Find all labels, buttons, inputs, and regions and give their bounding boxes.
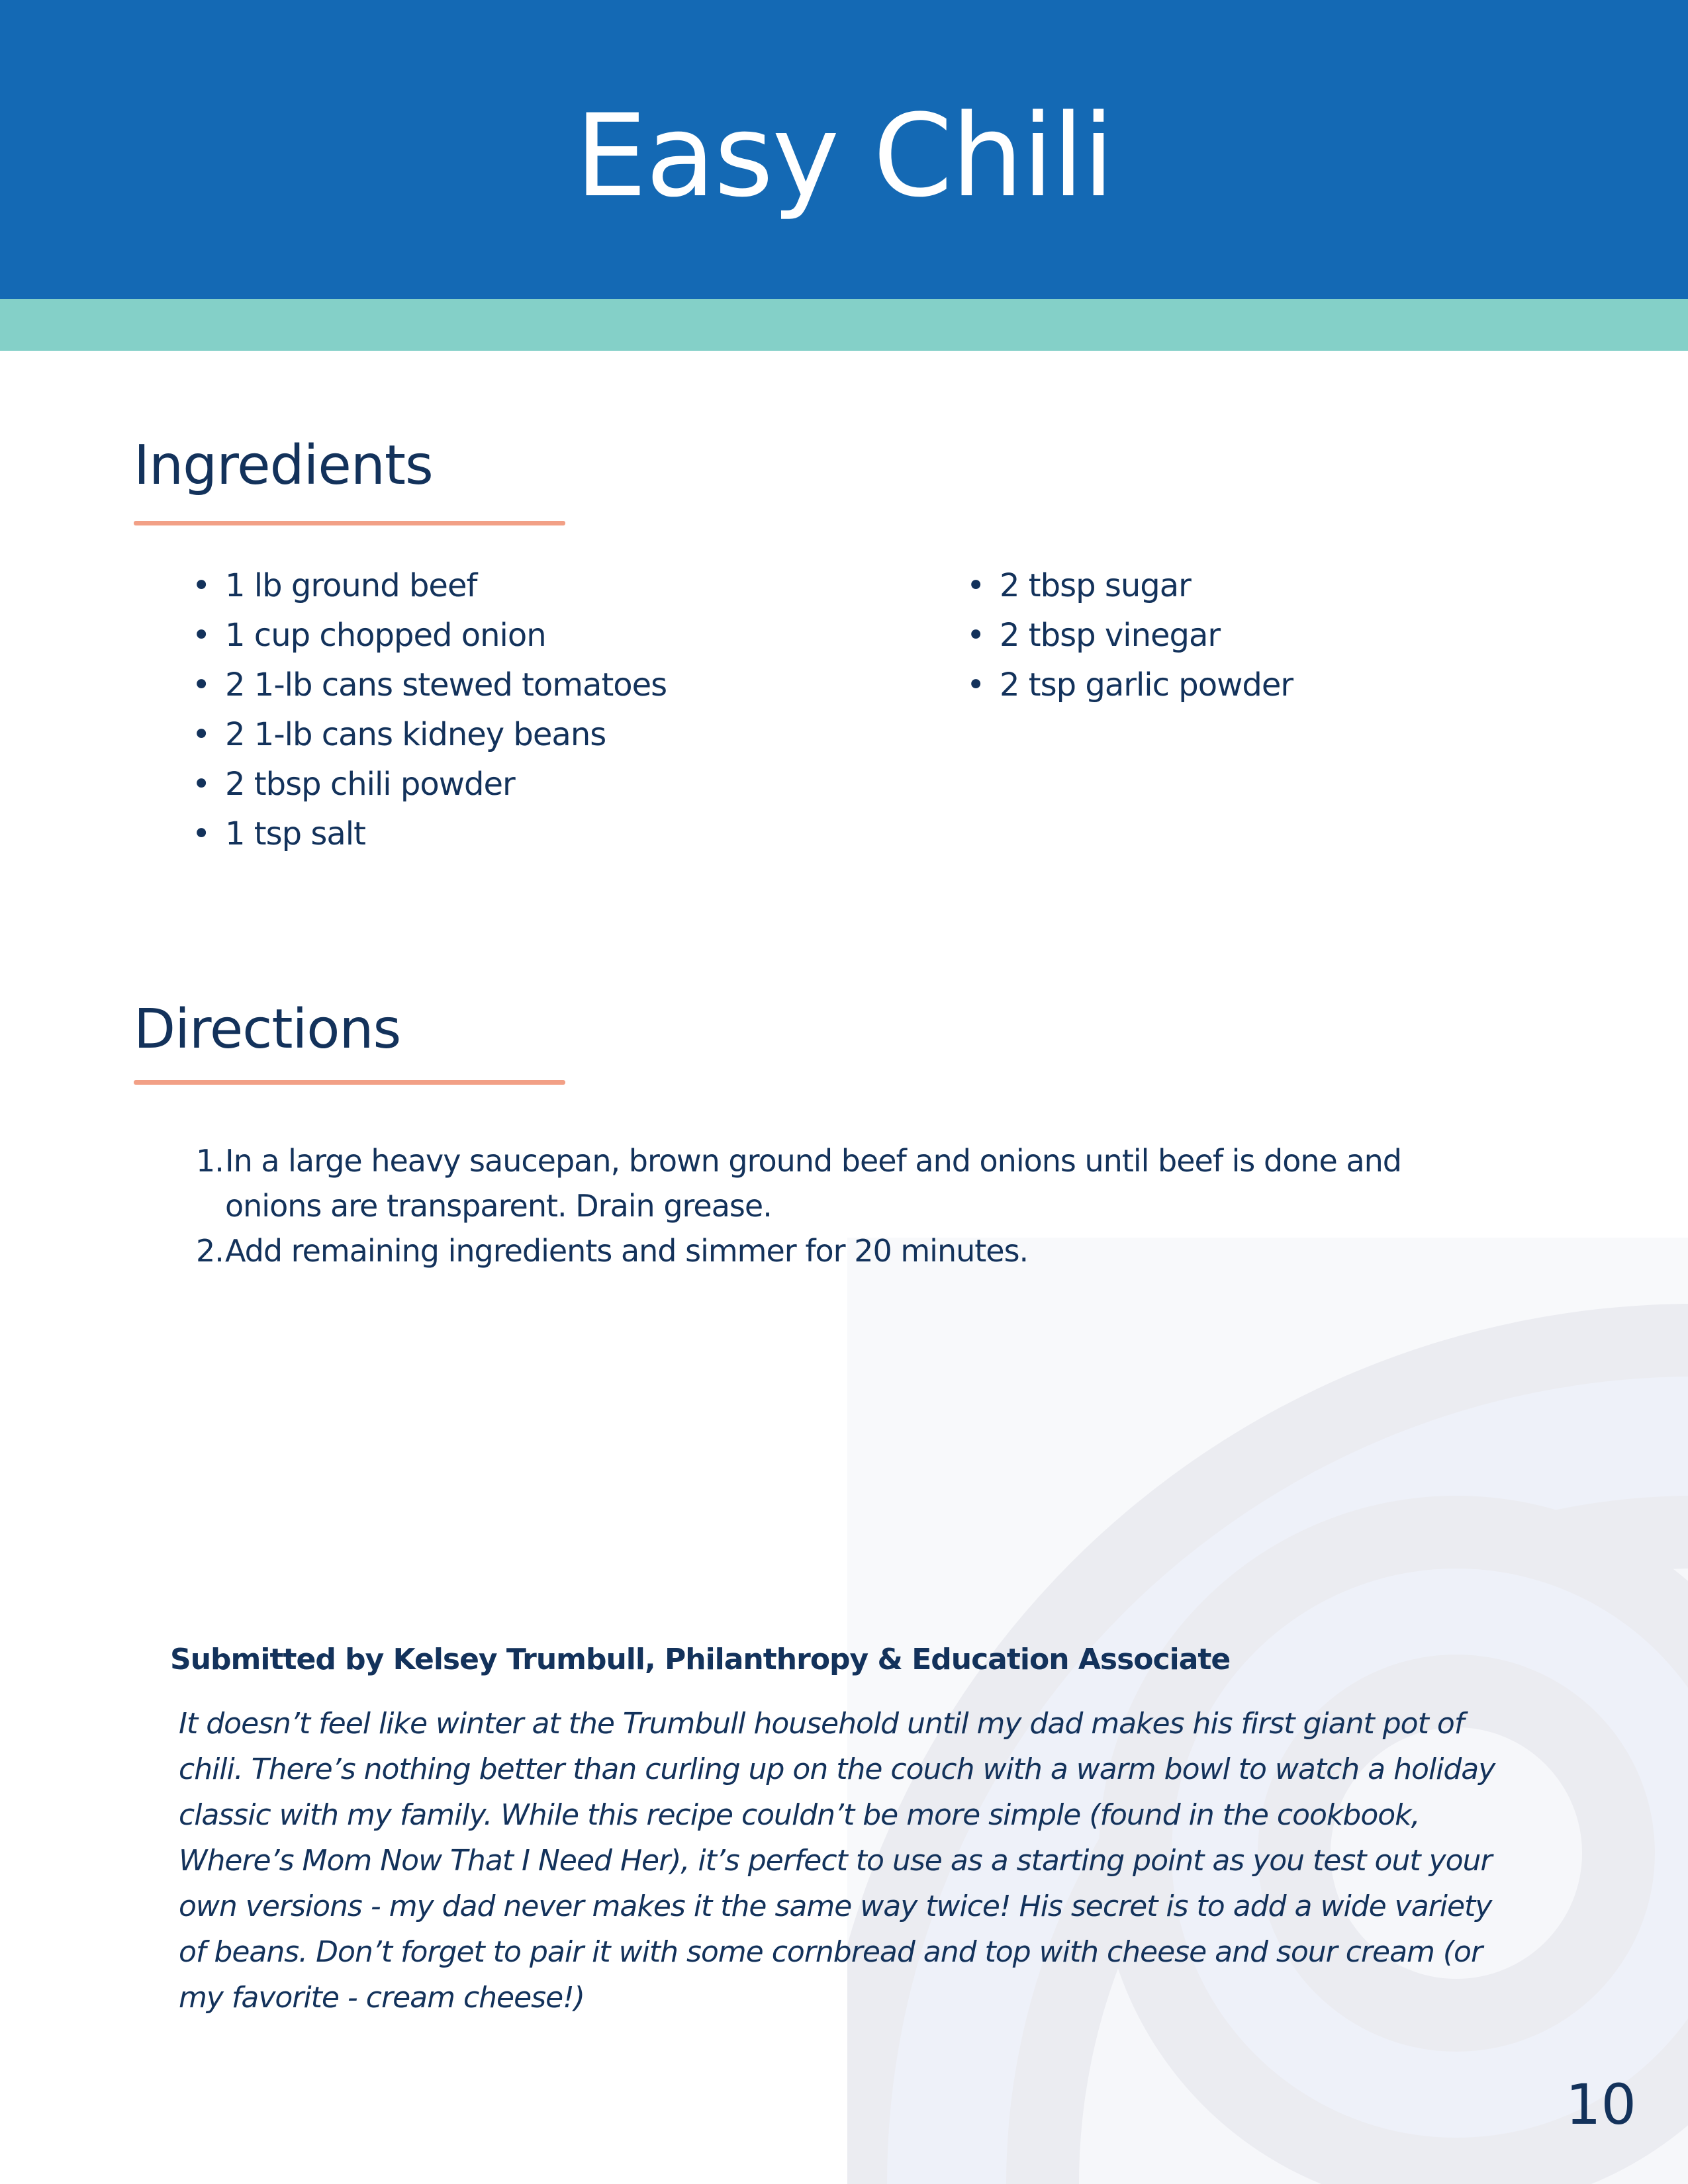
directions-list	[196, 1138, 1493, 1273]
ingredient-item: • 2 1-lb cans stewed tomatoes	[192, 660, 920, 710]
page-number: 10	[1566, 2072, 1636, 2137]
step-number: 1.	[196, 1143, 224, 1179]
ingredient-item: • 2 tsp garlic powder	[966, 660, 1562, 710]
ingredient-item: • 1 tsp salt	[192, 809, 920, 859]
ingredient-item: • 1 cup chopped onion	[192, 611, 920, 660]
ingredients-list-right	[966, 561, 1562, 710]
submitter-byline: Submitted by Kelsey Trumbull, Philanthropy & Education Associate	[170, 1643, 1231, 1676]
recipe-title: Easy Chili	[575, 89, 1113, 222]
step-text: Add remaining ingredients and simmer for 20 minutes.	[225, 1233, 1029, 1269]
step-number: 2.	[196, 1233, 224, 1269]
title-banner	[0, 0, 1688, 299]
accent-band	[0, 299, 1688, 351]
directions-heading: Directions	[134, 998, 401, 1061]
ingredient-item: • 2 tbsp chili powder	[192, 760, 920, 809]
bullet-icon: •	[966, 617, 985, 654]
direction-step	[196, 1228, 1493, 1273]
step-text: In a large heavy saucepan, brown ground beef and onions until beef is done and onions are transparent. Drain grease.	[225, 1143, 1401, 1224]
bullet-icon: •	[192, 617, 211, 654]
ingredients-underline	[134, 521, 565, 525]
bullet-icon: •	[192, 567, 211, 604]
bullet-icon: •	[192, 815, 211, 852]
bullet-icon: •	[192, 716, 211, 753]
bullet-icon: •	[192, 666, 211, 704]
bullet-icon: •	[192, 766, 211, 803]
bullet-icon: •	[966, 666, 985, 704]
direction-step	[196, 1138, 1493, 1228]
ingredient-item: • 2 tbsp sugar	[966, 561, 1562, 611]
ingredients-list-left	[192, 561, 920, 859]
bullet-icon: •	[966, 567, 985, 604]
ingredient-item: • 1 lb ground beef	[192, 561, 920, 611]
ingredient-item: • 2 1-lb cans kidney beans	[192, 710, 920, 760]
submitter-story: It doesn’t feel like winter at the Trumbull household until my dad makes his first giant pot of chili. There’s nothing better than curling up on the couch with a warm bowl to watch a holiday classic with my family. While this recipe couldn’t be more simple (found in the cookbook, Where’s Mom Now That I Need Her), it’s perfect to use as a starting point as you test out your own versions - my dad never makes it the same way twice! His secret is to add a wide variety of beans. Don’t forget to pair it with some cornbread and top with cheese and sour cream (or my favorite - cream cheese!)	[179, 1707, 1495, 2015]
ingredient-item: • 2 tbsp vinegar	[966, 611, 1562, 660]
directions-underline	[134, 1080, 565, 1085]
ingredients-heading: Ingredients	[134, 434, 433, 497]
